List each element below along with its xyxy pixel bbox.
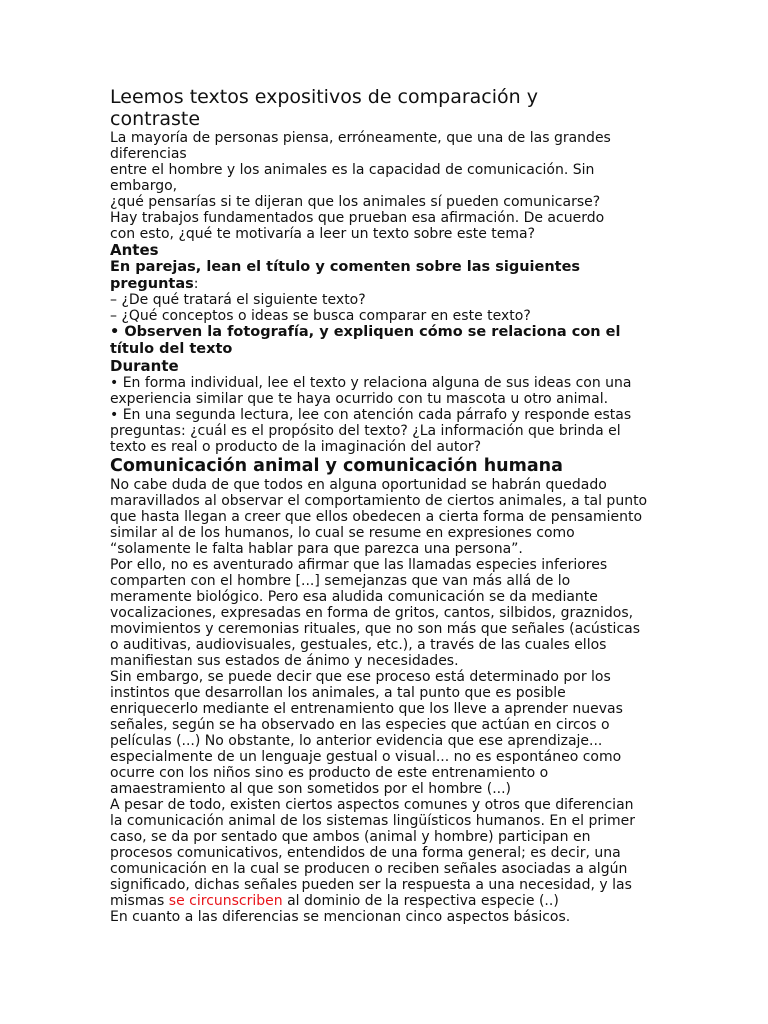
pairs-colon: : — [193, 276, 199, 292]
highlighted-phrase: se circunscriben — [168, 893, 283, 909]
durante-line: experiencia similar que te haya ocurrido con tu mascota u otro animal. — [110, 391, 609, 407]
intro-line: Hay trabajos fundamentados que prueban esa afirmación. De acuerdo — [110, 210, 605, 226]
article-line: meramente biológico. Pero esa aludida comunicación se da mediante — [110, 589, 598, 605]
article-line: especialmente de un lenguaje gestual o visual... no es espontáneo como — [110, 749, 622, 765]
intro-line: diferencias — [110, 146, 187, 162]
title-line: contraste — [110, 108, 201, 130]
intro-line: embargo, — [110, 178, 178, 194]
pairs-instruction-text: preguntas — [110, 276, 194, 292]
article-line: “solamente le falta hablar para que parezca una persona”. — [110, 541, 523, 557]
pairs-instruction-line: En parejas, lean el título y comenten sobre las siguientes — [110, 259, 581, 275]
article-line: ocurre con los niños sino es producto de este entrenamiento o — [110, 765, 549, 781]
final-line: En cuanto a las diferencias se mencionan cinco aspectos básicos. — [110, 909, 571, 925]
article-line: A pesar de todo, existen ciertos aspectos comunes y otros que diferencian — [110, 797, 634, 813]
intro-line: ¿qué pensarías si te dijeran que los animales sí pueden comunicarse? — [110, 194, 601, 210]
photo-instruction-line: • Observen la fotografía, y expliquen cómo se relaciona con el — [110, 324, 621, 340]
durante-line: • En forma individual, lee el texto y relaciona alguna de sus ideas con una — [110, 375, 632, 391]
article-line: vocalizaciones, expresadas en forma de gritos, cantos, silbidos, graznidos, — [110, 605, 634, 621]
article-line-highlighted — [110, 893, 662, 909]
article-line: la comunicación animal de los sistemas lingüísticos humanos. En el primer — [110, 813, 636, 829]
durante-list — [110, 375, 662, 455]
durante-heading: Durante — [110, 357, 179, 375]
article-line: o auditivas, audiovisuales, gestuales, etc.), a través de las cuales ellos — [110, 637, 607, 653]
article-line: señales, según se ha observado en las especies que actúan en circos o — [110, 717, 610, 733]
durante-line: texto es real o producto de la imaginación del autor? — [110, 439, 482, 455]
antes-heading: Antes — [110, 241, 159, 259]
article-line: procesos comunicativos, entendidos de una forma general; es decir, una — [110, 845, 621, 861]
question-item: – ¿De qué tratará el siguiente texto? — [110, 292, 366, 308]
photo-instruction — [110, 324, 662, 358]
article-line: comunicación en la cual se producen o reciben señales asociadas a algún — [110, 861, 628, 877]
article-line: comparten con el hombre [...] semejanzas que van más allá de lo — [110, 573, 571, 589]
article-line: amaestramiento al que son sometidos por el hombre (...) — [110, 781, 512, 797]
page-title — [110, 86, 662, 130]
intro-line: La mayoría de personas piensa, erróneamente, que una de las grandes — [110, 130, 611, 146]
durante-line: • En una segunda lectura, lee con atención cada párrafo y responde estas — [110, 407, 632, 423]
article-line: similar al de los humanos, lo cual se resume en expresiones como — [110, 525, 575, 541]
last-line-before: mismas — [110, 893, 169, 909]
question-list — [110, 292, 662, 324]
article-line: que hasta llegan a creer que ellos obedecen a cierta forma de pensamiento — [110, 509, 643, 525]
article-line: caso, se da por sentado que ambos (animal y hombre) participan en — [110, 829, 591, 845]
photo-instruction-line: título del texto — [110, 341, 233, 357]
document-page — [110, 86, 662, 925]
article-line: películas (...) No obstante, lo anterior evidencia que ese aprendizaje... — [110, 733, 603, 749]
intro-line: entre el hombre y los animales es la capacidad de comunicación. Sin — [110, 162, 595, 178]
article-title: Comunicación animal y comunicación humana — [110, 456, 563, 476]
article-line: Por ello, no es aventurado afirmar que las llamadas especies inferiores — [110, 557, 608, 573]
title-line: Leemos textos expositivos de comparación y — [110, 86, 538, 108]
question-item: – ¿Qué conceptos o ideas se busca comparar en este texto? — [110, 308, 531, 324]
last-line-after: al dominio de la respectiva especie (..) — [282, 893, 559, 909]
article-line: manifiestan sus estados de ánimo y necesidades. — [110, 653, 459, 669]
pairs-instruction-line-2 — [110, 276, 662, 292]
durante-line: preguntas: ¿cuál es el propósito del texto? ¿La información que brinda el — [110, 423, 621, 439]
article-line: Sin embargo, se puede decir que ese proceso está determinado por los — [110, 669, 611, 685]
article-line: significado, dichas señales pueden ser la respuesta a una necesidad, y las — [110, 877, 632, 893]
article-line: No cabe duda de que todos en alguna oportunidad se habrán quedado — [110, 477, 607, 493]
intro-line: con esto, ¿qué te motivaría a leer un texto sobre este tema? — [110, 226, 536, 242]
article-line: enriquecerlo mediante el entrenamiento que los lleve a aprender nuevas — [110, 701, 623, 717]
article-line: movimientos y ceremonias rituales, que no son más que señales (acústicas — [110, 621, 641, 637]
pairs-instruction — [110, 259, 662, 292]
article-body — [110, 477, 662, 925]
article-line: maravillados al observar el comportamiento de ciertos animales, a tal punto — [110, 493, 648, 509]
intro-paragraph — [110, 130, 662, 242]
article-line: instintos que desarrollan los animales, a tal punto que es posible — [110, 685, 566, 701]
